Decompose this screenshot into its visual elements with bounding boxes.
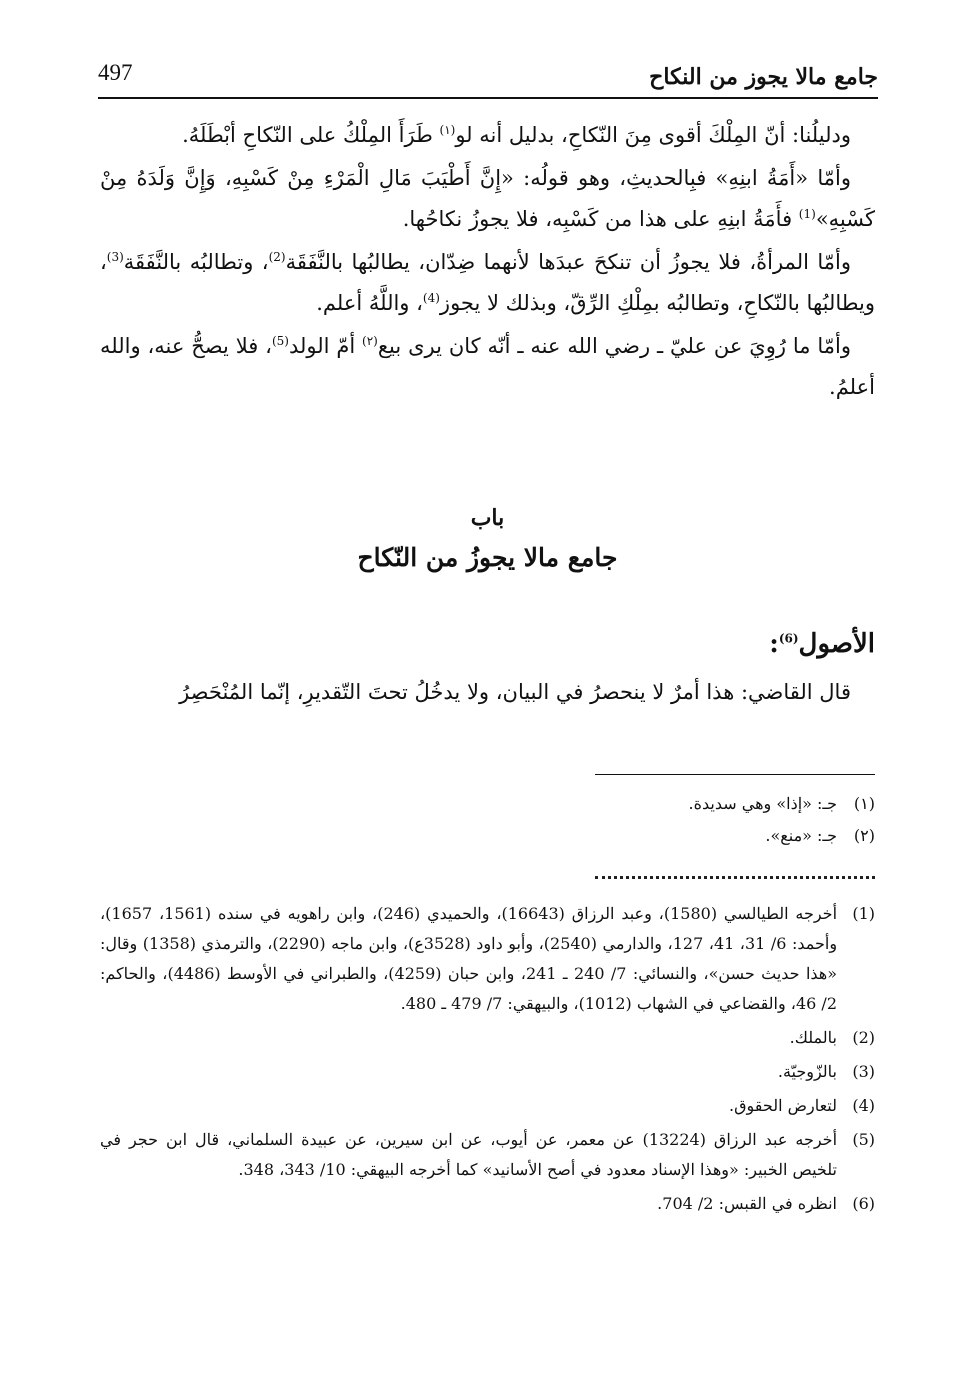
- variant-ref: (١): [439, 123, 456, 137]
- text-run: أمّ الولد: [288, 334, 363, 358]
- note-number: (5): [852, 1130, 875, 1149]
- note-number: (4): [852, 1096, 875, 1115]
- footnote-ref: (1): [798, 207, 816, 221]
- footnote-ref: (5): [271, 334, 289, 348]
- text-run: ، ويطالبُها بالنّكاحِ، وتطالبُه بمِلْكِ الرِّقّ، وبذلك لا يجوز: [100, 250, 875, 315]
- running-header: [98, 58, 878, 96]
- note-text: بالزّوجيّة.: [777, 1062, 837, 1081]
- footnote: [100, 1189, 875, 1219]
- text-run: وأمّا المرأةُ، فلا يجوزُ أن تنكحَ عبدَها لأنهما ضِدّان، يطالبُها بالنَّفَقَة: [285, 250, 852, 274]
- note-number: (٢): [853, 826, 875, 845]
- paragraph-3: [100, 242, 875, 324]
- text-run: وأمّا «أَمَةُ ابنِهِ» فبِالحديثِ، وهو قولُه: «إِنَّ أَطْيَبَ مَالِ الْمَرْءِ مِنْ كَسْبِهِ، وَإِنَّ وَلَدَهُ مِنْ كَسْبِهِ»: [100, 166, 875, 231]
- note-text: أخرجه الطيالسي (1580)، وعبد الرزاق (16643)، والحميدي (246)، وابن راهويه في سنده (1561، 1657)، وأحمد: 6/ 31، 41، 127، والدارمي (2540)، وأبو داود (3528ع)، وابن ماجه (2290)، والترمذي (1358) وقال: «هذا حديث حسن»، والنسائي: 7/ 240 ـ 241، وابن حبان (4259)، والطبراني في الأوسط (4486)، والحاكم: 2/ 46، والقضاعي في الشهاب (1012)، والبيهقي: 7/ 479 ـ 480.: [100, 904, 838, 1013]
- footnote: [100, 1091, 875, 1121]
- section-usul: [100, 620, 875, 712]
- paragraph-4: [100, 326, 875, 408]
- text-run: ، واللَّهُ أعلم.: [316, 291, 423, 315]
- section-heading: [100, 620, 875, 668]
- note-text: انظره في القبس: 2/ 704.: [657, 1194, 837, 1213]
- running-title: جامع مالا يجوز من النكاح: [649, 64, 878, 90]
- footnote-ref: (6): [778, 631, 799, 646]
- text-run: ، وتطالبُه بالنَّفَقَة: [123, 250, 269, 274]
- variant-note: [100, 790, 875, 818]
- footnote-ref: (2): [268, 250, 286, 264]
- note-text: لتعارض الحقوق.: [729, 1096, 837, 1115]
- note-number: (1): [852, 904, 875, 923]
- dotted-separator: [595, 876, 875, 879]
- footnote: [100, 1125, 875, 1185]
- text-run: طَرَأَ المِلْكُ على النّكاحِ أبْطَلَهُ.: [182, 123, 440, 147]
- section-paragraph: قال القاضي: هذا أمرٌ لا ينحصرُ في البيان، ولا يدخُلُ تحتَ التّقديرِ، إنّما المُنْحَصِرُ: [179, 680, 851, 704]
- note-text: أخرجه عبد الرزاق (13224) عن معمر، عن أيوب، عن ابن سيرين، عن عبيدة السلماني، قال ابن حجر في تلخيص الخبير: «وهذا الإسناد معدود في أصح الأسانيد» كما أخرجه البيهقي: 10/ 343، 348.: [100, 1130, 838, 1179]
- footnote: [100, 899, 875, 1019]
- paragraph-1: [100, 115, 875, 156]
- note-number: (3): [852, 1062, 875, 1081]
- text-run: وأمّا ما رُوِيَ عن عليّ ـ رضي الله عنه ـ أنّه كان يرى بيع: [377, 334, 851, 358]
- footnote: [100, 1023, 875, 1053]
- note-number: (6): [852, 1194, 875, 1213]
- variant-note: [100, 822, 875, 850]
- main-text: [100, 115, 875, 410]
- chapter-heading: [100, 500, 875, 580]
- note-text: جـ: «إذا» وهي سديدة.: [688, 794, 837, 813]
- note-text: بالملك.: [789, 1028, 837, 1047]
- footnote: [100, 1057, 875, 1087]
- note-number: (١): [853, 794, 875, 813]
- page-number: 497: [98, 60, 133, 85]
- note-text: جـ: «منع».: [765, 826, 837, 845]
- chapter-title: جامع مالا يجوزُ من النّكاح: [357, 543, 618, 572]
- heading-text: الأصول: [798, 629, 875, 659]
- variant-ref: (٢): [362, 334, 378, 348]
- text-run: فأَمَةُ ابنِهِ على هذا من كَسْبِه، فلا يجوزُ نكاحُها.: [402, 207, 799, 231]
- header-rule: [98, 97, 878, 99]
- paragraph-2: [100, 158, 875, 240]
- footnote-rule: [595, 774, 875, 775]
- text-run: ودليلُنا: أنّ المِلْكَ أقوى مِنَ النّكاحِ، بدليل أنه لو: [455, 123, 851, 147]
- footnotes: [100, 899, 875, 1223]
- chapter-label: باب: [470, 505, 505, 531]
- text-run: ، فلا يصحُّ عنه، والله أعلمُ.: [100, 334, 875, 399]
- footnote-ref: (4): [422, 291, 440, 305]
- heading-colon: :: [769, 629, 779, 659]
- note-number: (2): [852, 1028, 875, 1047]
- variant-notes: [100, 790, 875, 854]
- footnote-ref: (3): [106, 250, 124, 264]
